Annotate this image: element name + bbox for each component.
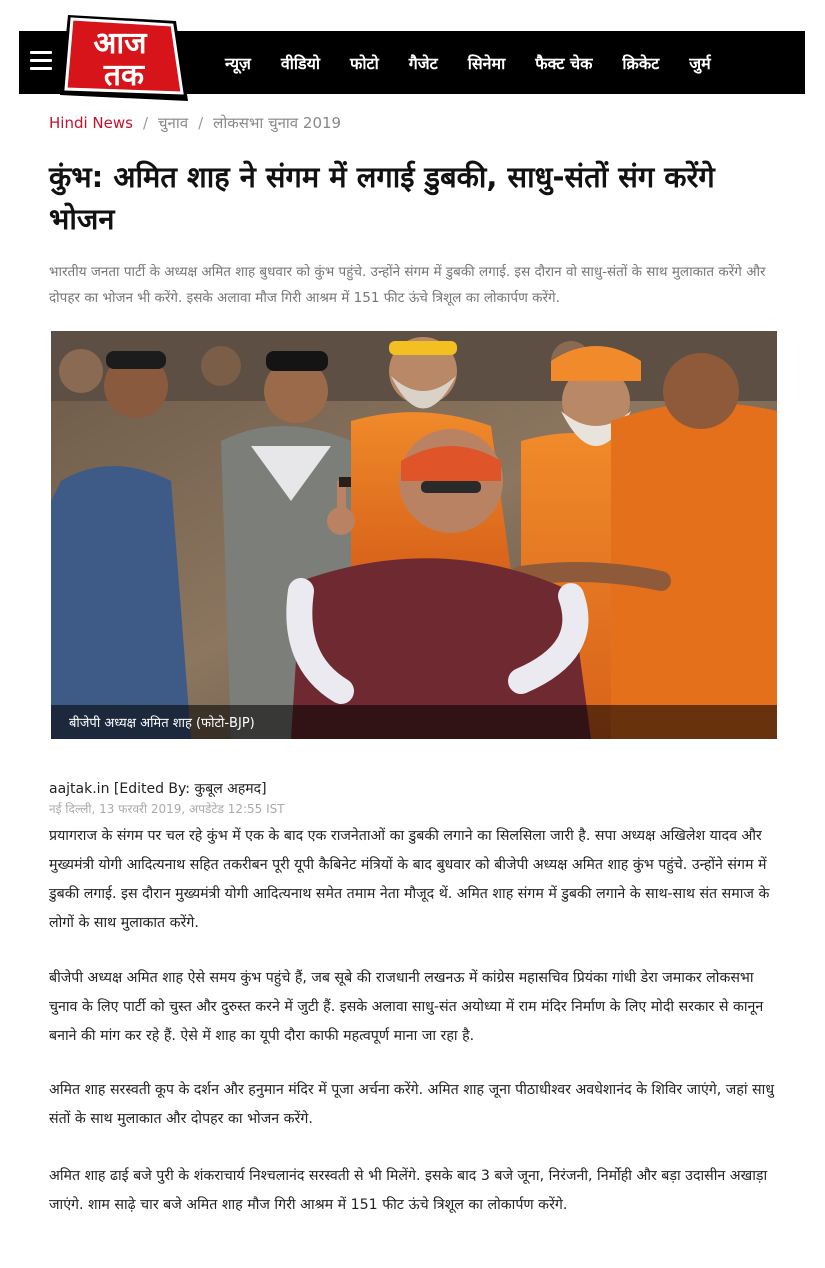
breadcrumb-separator: / (142, 114, 149, 132)
article-paragraph: बीजेपी अध्यक्ष अमित शाह ऐसे समय कुंभ पहुंचे हैं, जब सूबे की राजधानी लखनऊ में कांग्रेस महासचिव प्रियंका गांधी डेरा जमाकर लोकसभा चुनाव के लिए पार्टी को चुस्त और दुरुस्त करने में जुटी हैं. इसके अलावा साधु-संत अयोध्या में राम मंदिर निर्माण के लिए मोदी सरकार से कानून बनाने की मांग कर रहे हैं. ऐसे में शाह का यूपी दौरा काफी महत्वपूर्ण माना जा रहा है. (49, 970, 764, 1044)
nav-item-news[interactable]: न्यूज़ (225, 53, 251, 73)
breadcrumb-separator: / (198, 114, 204, 132)
article-hero-image[interactable] (51, 331, 777, 739)
menu-icon[interactable] (30, 51, 52, 71)
breadcrumb (49, 113, 341, 133)
nav-item-photo[interactable]: फोटो (350, 53, 379, 73)
main-nav (225, 31, 711, 94)
article-paragraph: प्रयागराज के संगम पर चल रहे कुंभ में एक के बाद एक राजनेताओं का डुबकी लगाने का सिलसिला जारी है. सपा अध्यक्ष अखिलेश यादव और मुख्यमंत्री योगी आदित्यनाथ सहित तकरीबन पूरी यूपी कैबिनेट मंत्रियों के बाद बुधवार को बीजेपी अध्यक्ष अमित शाह कुंभ पहुंचे. उन्होंने संगम में डुबकी लगाई. इस दौरान मुख्यमंत्री योगी आदित्यनाथ समेत तमाम नेता मौजूद थें. अमित शाह संगम में डुबकी लगाने के साथ-साथ संत समाज के लोगों के साथ मुलाकात करेंगे. (49, 828, 770, 931)
article-paragraph: अमित शाह सरस्वती कूप के दर्शन और हनुमान मंदिर में पूजा अर्चना करेंगे. अमित शाह जूना पीठाधीश्वर अवधेशानंद के शिविर जाएंगे, जहां साधु संतों के साथ मुलाकात और दोपहर का भोजन करेंगे. (49, 1082, 775, 1127)
article-summary: भारतीय जनता पार्टी के अध्यक्ष अमित शाह बुधवार को कुंभ पहुंचे. उन्होंने संगम में डुबकी लगाई. इस दौरान वो साधु-संतों के साथ मुलाकात करेंगे और दोपहर का भोजन भी करेंगे. इसके अलावा मौज गिरी आश्रम में 151 फीट ऊंचे त्रिशूल का लोकार्पण करेंगे. (49, 264, 766, 306)
nav-item-cinema[interactable]: सिनेमा (467, 53, 506, 73)
breadcrumb-home[interactable]: Hindi News (49, 114, 133, 132)
article-dateline: नई दिल्ली, 13 फरवरी 2019, अपडेटेड 12:55 IST (49, 802, 285, 816)
article-paragraph: अमित शाह ढाई बजे पुरी के शंकराचार्य निश्चलानंद सरस्वती से भी मिलेंगे. इसके बाद 3 बजे जूना, निरंजनी, निर्मोही और बड़ा उदासीन अखाड़ा जाएंगे. शाम साढ़े चार बजे अमित शाह मौज गिरी आश्रम में 151 फीट ऊंचे त्रिशूल का लोकार्पण करेंगे. (49, 1168, 768, 1213)
hero-photo-illustration (51, 331, 777, 739)
caption-bar (51, 705, 777, 739)
image-caption: बीजेपी अध्यक्ष अमित शाह (फोटो-BJP) (69, 716, 255, 731)
nav-item-crime[interactable]: जुर्म (689, 53, 711, 73)
article-byline[interactable]: aajtak.in [Edited By: कुबूल अहमद] (49, 781, 267, 797)
aajtak-logo[interactable] (58, 11, 190, 105)
breadcrumb-election[interactable]: चुनाव (158, 114, 189, 132)
logo-text-top: आज (93, 26, 147, 61)
nav-item-gadget[interactable]: गैजेट (408, 53, 438, 73)
article-headline: कुंभ: अमित शाह ने संगम में लगाई डुबकी, साधु-संतों संग करेंगे भोजन (49, 160, 715, 236)
nav-item-cricket[interactable]: क्रिकेट (622, 53, 660, 73)
breadcrumb-loksabha[interactable]: लोकसभा चुनाव 2019 (213, 114, 342, 132)
logo-text-bottom: तक (103, 58, 145, 93)
nav-item-video[interactable]: वीडियो (280, 53, 321, 73)
nav-item-fact-check[interactable]: फैक्ट चेक (535, 53, 593, 73)
